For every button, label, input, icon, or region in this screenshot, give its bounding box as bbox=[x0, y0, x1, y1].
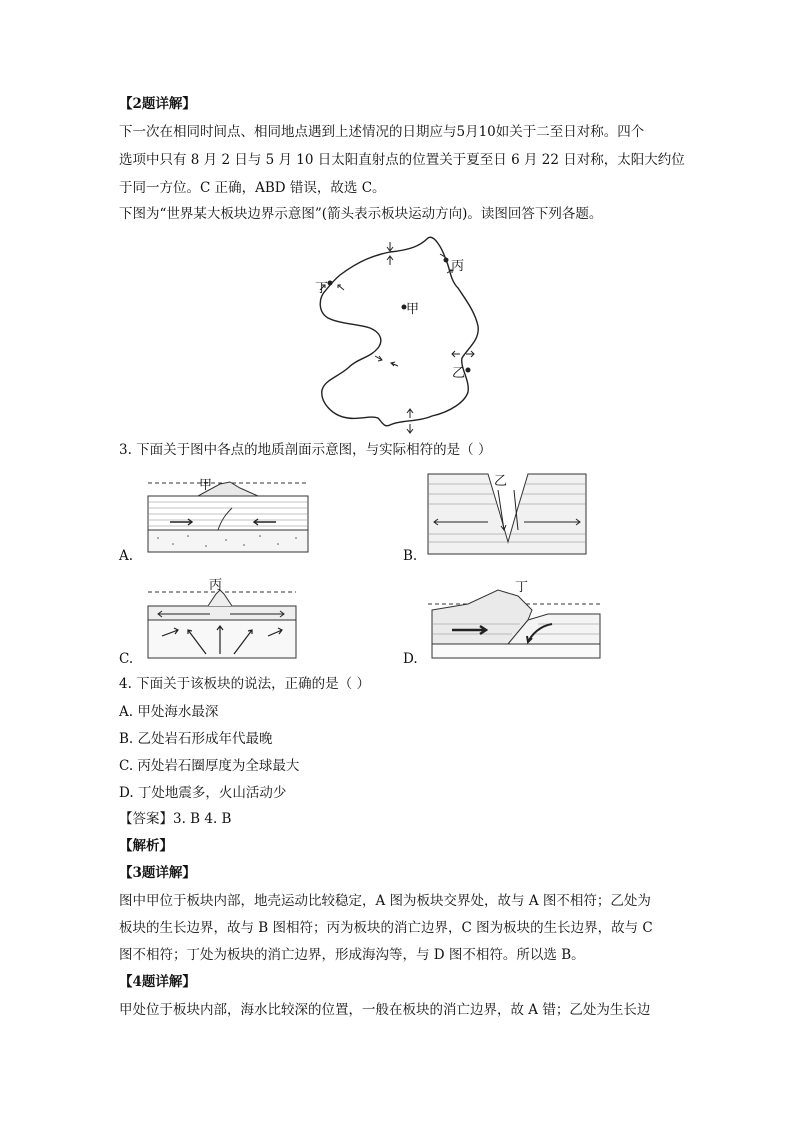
q4-option-c: C. 丙处岩石圈厚度为全球最大 bbox=[119, 758, 300, 774]
option-c-site-label: 丙 bbox=[209, 578, 223, 593]
section2-line-2: 选项中只有 8 月 2 日与 5 月 10 日太阳直射点的位置关于夏至日 6 月 22 日对称，太阳大约位 bbox=[119, 152, 685, 168]
q3-stem: 3. 下面关于图中各点的地质剖面示意图，与实际相符的是（ ） bbox=[119, 442, 492, 458]
section4-heading: 【4题详解】 bbox=[119, 974, 196, 990]
option-c-diagram bbox=[148, 588, 296, 660]
q4-option-b: B. 乙处岩石形成年代最晚 bbox=[119, 731, 273, 747]
section2-heading: 【2题详解】 bbox=[119, 96, 196, 112]
section2-line-3: 于同一方位。C 正确，ABD 错误，故选 C。 bbox=[119, 180, 386, 196]
option-a-site-label: 甲 bbox=[199, 478, 213, 493]
analysis-heading: 【解析】 bbox=[119, 838, 173, 854]
map-label-yi: 乙 bbox=[452, 366, 466, 381]
option-d-letter: D. bbox=[403, 651, 418, 667]
q4-stem: 4. 下面关于该板块的说法，正确的是（ ） bbox=[119, 676, 370, 692]
option-c-letter: C. bbox=[119, 651, 134, 667]
option-d-diagram bbox=[428, 580, 600, 660]
section3-line-1: 图中甲位于板块内部，地壳运动比较稳定，A 图为板块交界处，故与 A 图不相符；乙处为 bbox=[119, 893, 651, 909]
map-label-ding: 丁 bbox=[315, 281, 329, 296]
section2-line-1: 下一次在相同时间点、相同地点遇到上述情况的日期应与5月10如关于二至日对称。四个 bbox=[119, 124, 645, 140]
q4-option-a: A. 甲处海水最深 bbox=[119, 704, 219, 720]
q4-option-d: D. 丁处地震多，火山活动少 bbox=[119, 785, 287, 801]
point-bing-marker bbox=[444, 258, 449, 263]
point-ding-marker bbox=[328, 281, 333, 286]
point-yi-marker bbox=[466, 368, 471, 373]
option-d-site-label: 丁 bbox=[515, 580, 529, 595]
plate-boundary-map bbox=[300, 230, 500, 430]
option-b-letter: B. bbox=[403, 548, 418, 564]
section4-line-1: 甲处位于板块内部，海水比较深的位置，一般在板块的消亡边界，故 A 错；乙处为生长边 bbox=[119, 1002, 651, 1018]
option-b-site-label: 乙 bbox=[494, 474, 508, 489]
map-label-jia: 甲 bbox=[406, 302, 420, 317]
map-label-bing: 丙 bbox=[451, 259, 465, 274]
option-a-letter: A. bbox=[119, 548, 134, 564]
section3-heading: 【3题详解】 bbox=[119, 865, 196, 881]
section3-line-2: 板块的生长边界，故与 B 图相符；丙为板块的消亡边界，C 图为板块的生长边界，故与 C bbox=[119, 920, 653, 936]
option-a-diagram bbox=[148, 478, 308, 554]
section3-line-3: 图不相符；丁处为板块的消亡边界，形成海沟等，与 D 图不相符。所以选 B。 bbox=[119, 947, 585, 963]
answer-line: 【答案】3. B 4. B bbox=[119, 811, 232, 827]
map-intro: 下图为“世界某大板块边界示意图”(箭头表示板块运动方向)。读图回答下列各题。 bbox=[119, 206, 603, 222]
